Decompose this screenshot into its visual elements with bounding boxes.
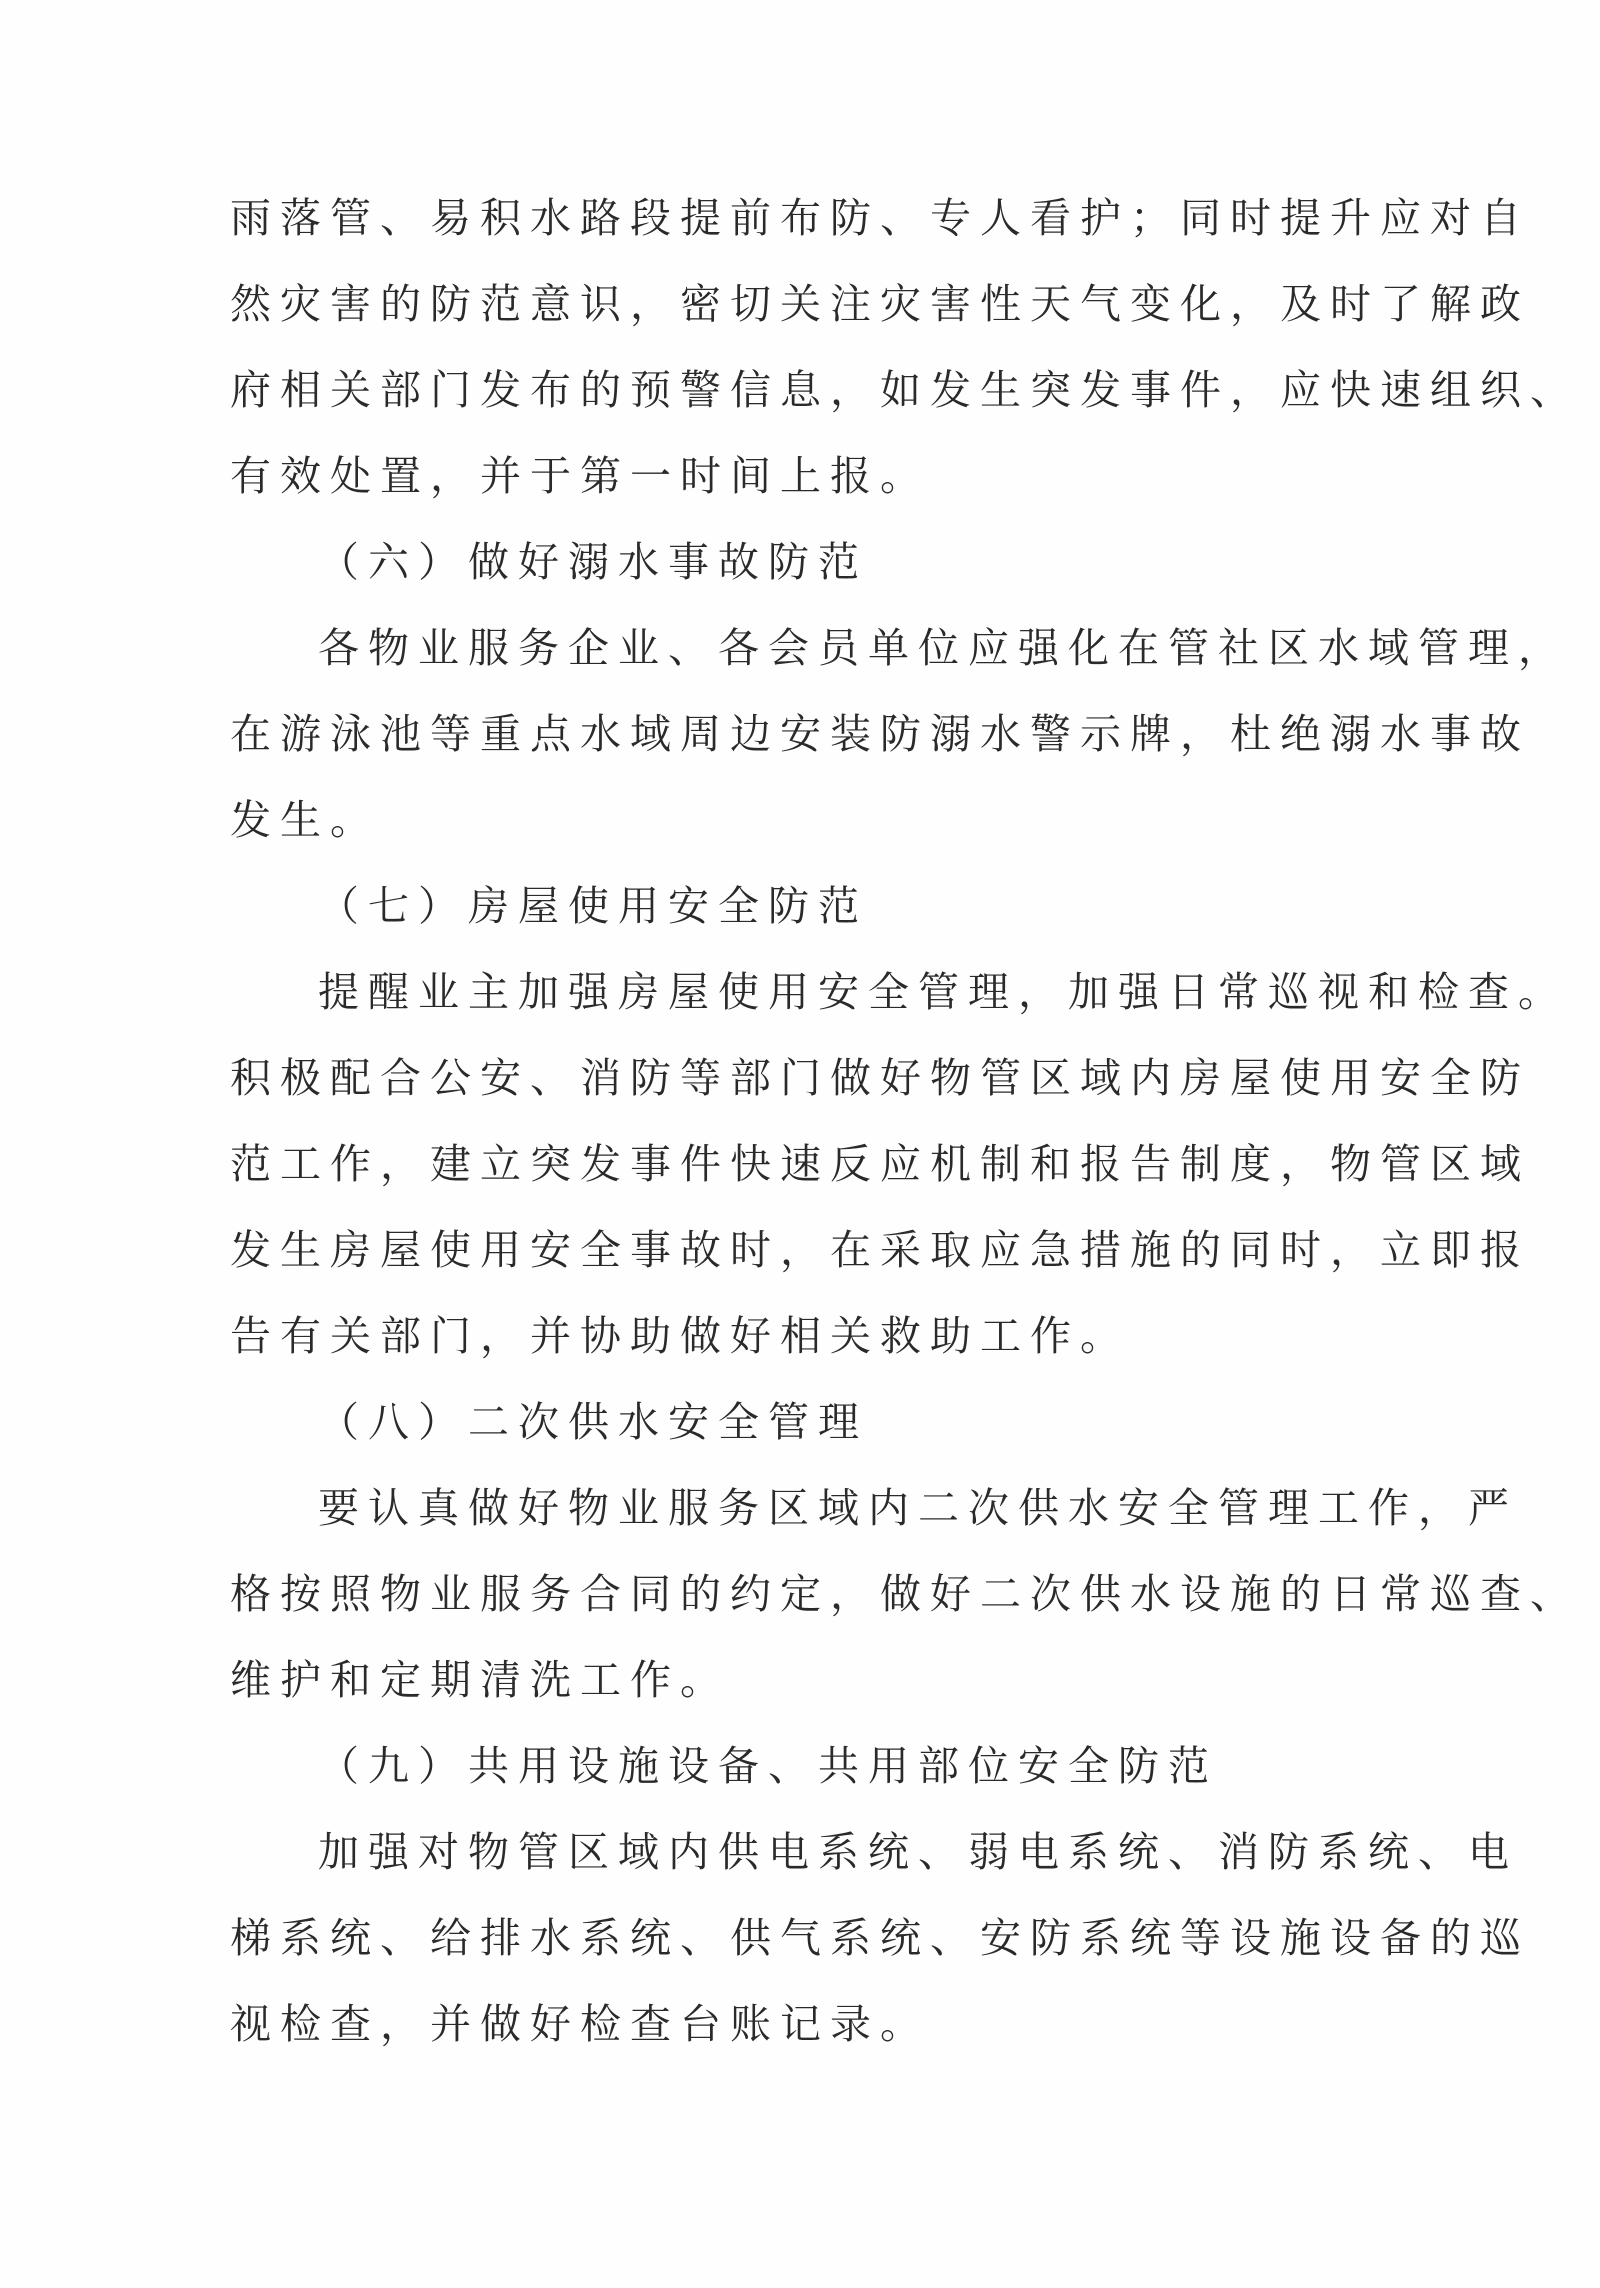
paragraph-line: 提醒业主加强房屋使用安全管理，加强日常巡视和检查。 <box>318 968 1568 1016</box>
paragraph-line: 各物业服务企业、各会员单位应强化在管社区水域管理， <box>318 624 1568 672</box>
paragraph-line: 在游泳池等重点水域周边安装防溺水警示牌，杜绝溺水事故 <box>230 710 1530 758</box>
paragraph-line: 积极配合公安、消防等部门做好物管区域内房屋使用安全防 <box>230 1054 1530 1102</box>
paragraph-line: 府相关部门发布的预警信息，如发生突发事件，应快速组织、 <box>230 366 1580 414</box>
paragraph-line: 格按照物业服务合同的约定，做好二次供水设施的日常巡查、 <box>230 1570 1580 1618</box>
paragraph-line: 有效处置，并于第一时间上报。 <box>230 452 930 500</box>
paragraph-line: 视检查，并做好检查台账记录。 <box>230 2000 930 2048</box>
paragraph-line: 加强对物管区域内供电系统、弱电系统、消防系统、电 <box>318 1828 1518 1876</box>
section-heading: （九）共用设施设备、共用部位安全防范 <box>318 1742 1218 1790</box>
section-heading: （六）做好溺水事故防范 <box>318 538 868 586</box>
section-heading: （七）房屋使用安全防范 <box>318 882 868 930</box>
paragraph-line: 维护和定期清洗工作。 <box>230 1656 730 1704</box>
paragraph-line: 发生。 <box>230 796 380 844</box>
paragraph-line: 告有关部门，并协助做好相关救助工作。 <box>230 1312 1130 1360</box>
paragraph-line: 雨落管、易积水路段提前布防、专人看护；同时提升应对自 <box>230 194 1530 242</box>
section-heading: （八）二次供水安全管理 <box>318 1398 868 1446</box>
paragraph-line: 范工作，建立突发事件快速反应机制和报告制度，物管区域 <box>230 1140 1530 1188</box>
paragraph-line: 要认真做好物业服务区域内二次供水安全管理工作，严 <box>318 1484 1518 1532</box>
paragraph-line: 发生房屋使用安全事故时，在采取应急措施的同时，立即报 <box>230 1226 1530 1274</box>
paragraph-line: 然灾害的防范意识，密切关注灾害性天气变化，及时了解政 <box>230 280 1530 328</box>
paragraph-line: 梯系统、给排水系统、供气系统、安防系统等设施设备的巡 <box>230 1914 1530 1962</box>
